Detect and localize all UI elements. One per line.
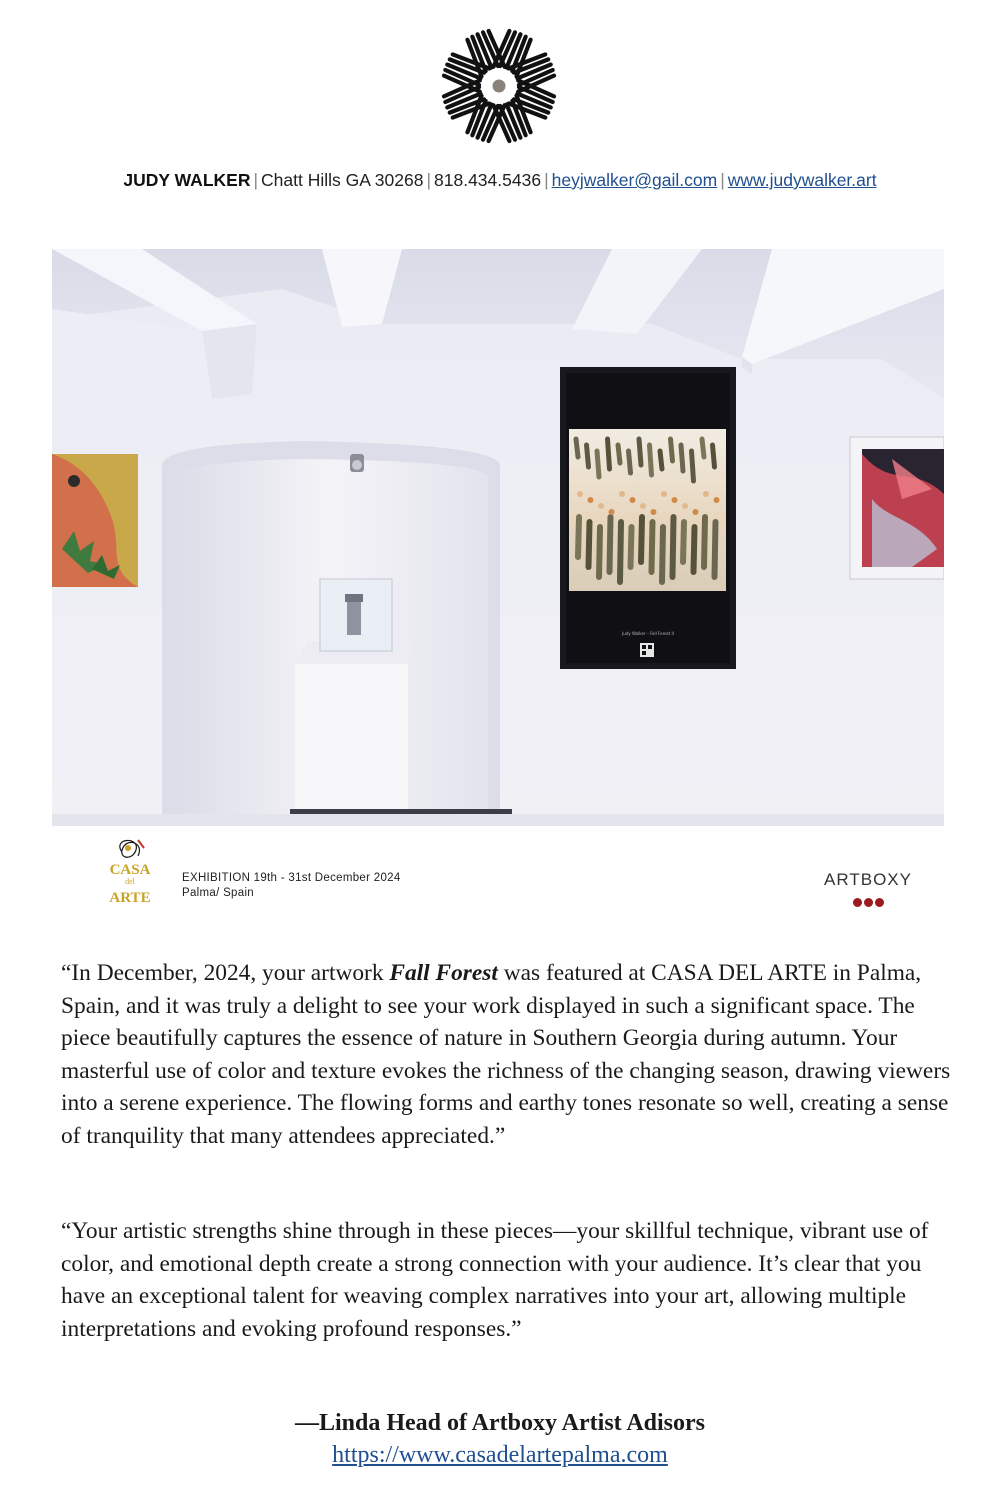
testimonial-paragraph-1 bbox=[61, 957, 951, 1152]
gallery-photo bbox=[52, 249, 944, 826]
signature-block bbox=[0, 1407, 1000, 1471]
contact-line bbox=[0, 170, 1000, 191]
quote-author: —Linda Head of Artboxy Artist Adisors bbox=[294, 1410, 706, 1436]
artboxy-logo bbox=[818, 870, 918, 912]
artboxy-wordmark: ARTBOXY bbox=[824, 870, 912, 889]
sunburst-stripes-logo-icon bbox=[441, 28, 557, 144]
artboxy-dots-icon bbox=[818, 894, 918, 912]
quote-1-open: “In December, 2024, your artwork bbox=[61, 960, 390, 986]
casa-logo-line3: ARTE bbox=[109, 890, 151, 906]
casa-logo-line2: del bbox=[125, 877, 135, 886]
screen-caption: Judy Walker – Fall Forest II bbox=[622, 631, 674, 636]
artist-name: JUDY WALKER bbox=[123, 170, 251, 190]
separator: | bbox=[720, 170, 725, 190]
quote-1-rest: was featured at CASA DEL ARTE in Palma, Spain, and it was truly a delight to see your work displayed in such a significant space. The piece beautifully captures the essence of nature in Southern Georgia during autumn. Your masterful use of color and texture evokes the richness of the changing season, drawing viewers into a serene experience. The flowing forms and earthy tones resonate so well, creating a sense of tranquility that many attendees appreciated.” bbox=[61, 960, 951, 1149]
artwork-title: Fall Forest bbox=[389, 960, 498, 986]
testimonial-paragraph-2: “Your artistic strengths shine through in these pieces—your skillful technique, vibrant use of color, and emotional depth create a strong connection with your audience. It’s clear that you have an exceptional talent for weaving complex narratives into your art, allowing multiple interpretations and evoking profound responses.” bbox=[61, 1218, 929, 1342]
casa-logo-line1: CASA bbox=[109, 862, 151, 878]
separator: | bbox=[253, 170, 259, 190]
email-link[interactable]: heyjwalker@gail.com bbox=[551, 170, 718, 190]
exhibition-place: Palma/ Spain bbox=[182, 887, 254, 899]
separator: | bbox=[544, 170, 549, 190]
artist-location: Chatt Hills GA 30268 bbox=[261, 170, 424, 190]
exhibition-info bbox=[182, 871, 401, 901]
separator: | bbox=[426, 170, 432, 190]
exhibition-caption-row bbox=[52, 836, 944, 912]
exhibition-dates: EXHIBITION 19th - 31st December 2024 bbox=[182, 872, 401, 884]
artist-phone: 818.434.5436 bbox=[434, 170, 542, 190]
casa-del-arte-logo-icon bbox=[100, 836, 160, 910]
website-link[interactable]: www.judywalker.art bbox=[727, 170, 877, 190]
casa-del-arte-link[interactable]: https://www.casadelartepalma.com bbox=[332, 1442, 668, 1468]
